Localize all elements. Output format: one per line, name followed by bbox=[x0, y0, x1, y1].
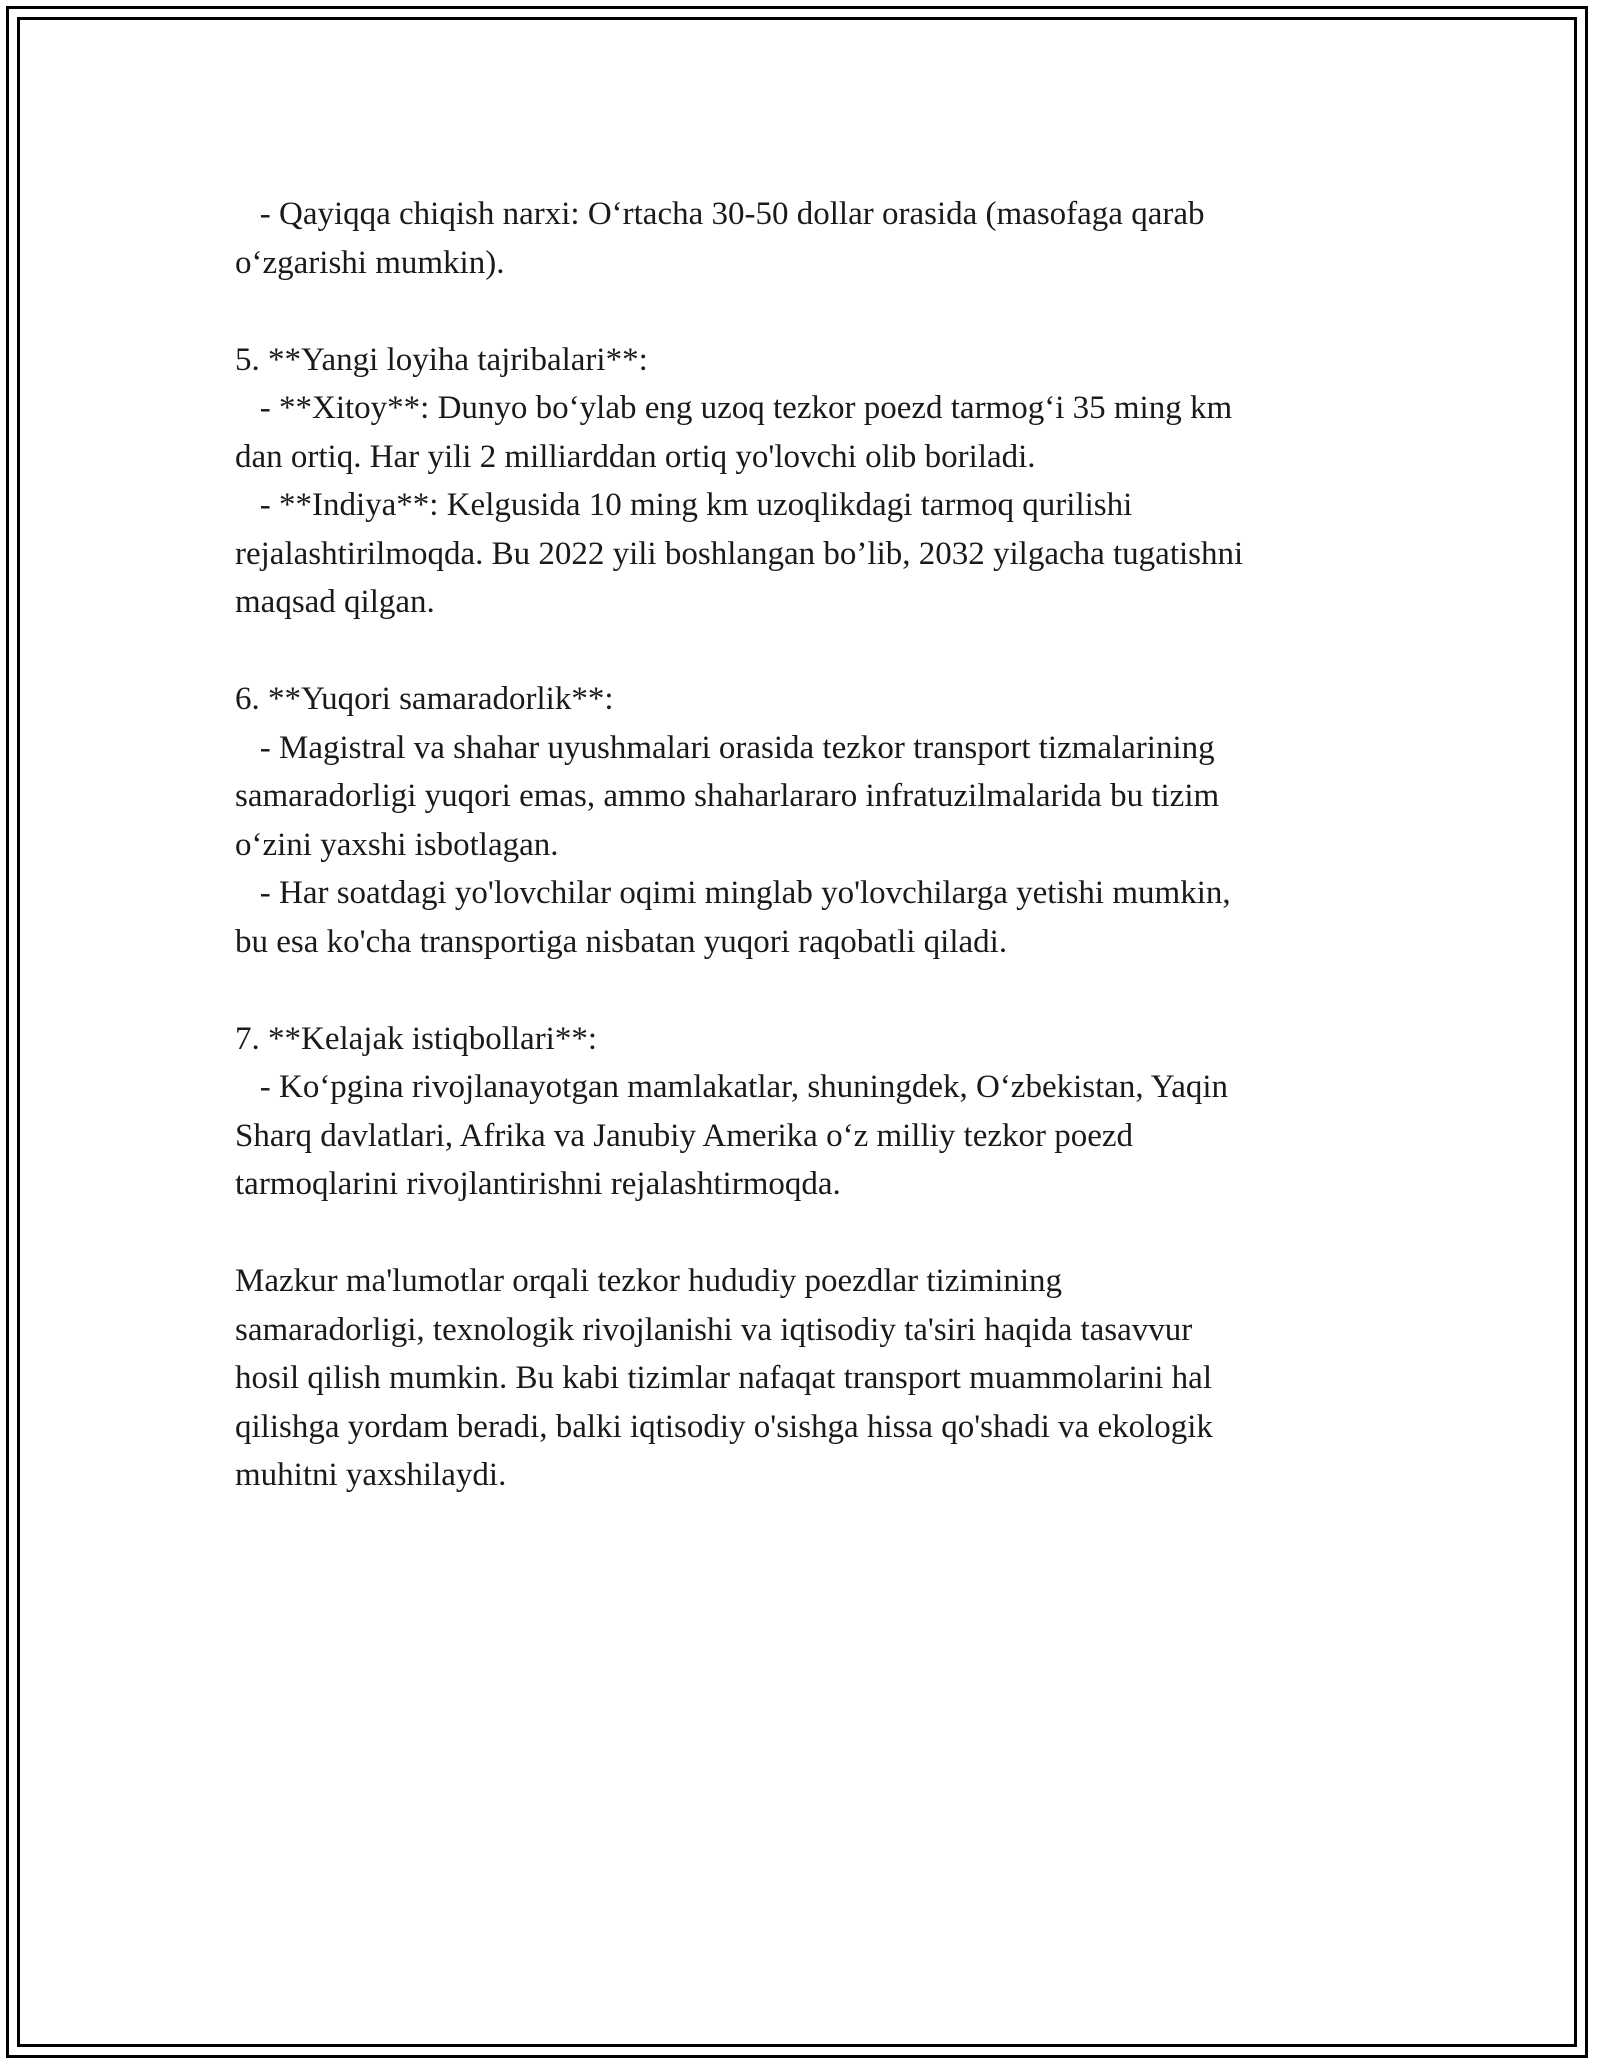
intro-bullet bbox=[235, 190, 1415, 287]
paragraph-gap bbox=[235, 627, 1415, 676]
conclusion-paragraph bbox=[235, 1257, 1415, 1500]
text-line: Mazkur ma'lumotlar orqali tezkor hududiy poezdlar tizimining bbox=[235, 1263, 1063, 1299]
bullet-item bbox=[235, 481, 1415, 627]
paragraph-gap bbox=[235, 1209, 1415, 1258]
section-6 bbox=[235, 675, 1415, 966]
text-line: dan ortiq. Har yili 2 milliarddan ortiq yo'lovchi olib boriladi. bbox=[235, 438, 1036, 475]
section-heading: 5. **Yangi loyiha tajribalari**: bbox=[235, 341, 648, 378]
bullet-item bbox=[235, 724, 1415, 870]
section-heading: 6. **Yuqori samaradorlik**: bbox=[235, 681, 614, 717]
text-line: qilishga yordam beradi, balki iqtisodiy o'sishga hissa qo'shadi va ekologik bbox=[235, 1408, 1213, 1445]
paragraph-gap bbox=[235, 287, 1415, 336]
section-heading: 7. **Kelajak istiqbollari**: bbox=[235, 1020, 598, 1057]
text-line: o‘zgarishi mumkin). bbox=[235, 244, 505, 281]
document-body bbox=[235, 190, 1415, 1500]
text-line: tarmoqlarini rivojlantirishni rejalashtirmoqda. bbox=[235, 1166, 841, 1202]
text-line: bu esa ko'cha transportiga nisbatan yuqori raqobatli qiladi. bbox=[235, 923, 1008, 960]
text-line: - Qayiqqa chiqish narxi: O‘rtacha 30-50 dollar orasida (masofaga qarab bbox=[235, 196, 1205, 232]
section-5 bbox=[235, 336, 1415, 627]
text-line: muhitni yaxshilaydi. bbox=[235, 1457, 507, 1493]
paragraph-gap bbox=[235, 966, 1415, 1015]
text-line: - Har soatdagi yo'lovchilar oqimi minglab yo'lovchilarga yetishi mumkin, bbox=[235, 875, 1231, 911]
text-line: o‘zini yaxshi isbotlagan. bbox=[235, 826, 559, 863]
bullet-item bbox=[235, 1063, 1415, 1209]
text-line: Sharq davlatlari, Afrika va Janubiy Amerika o‘z milliy tezkor poezd bbox=[235, 1117, 1134, 1154]
bullet-item bbox=[235, 869, 1415, 966]
text-line: hosil qilish mumkin. Bu kabi tizimlar nafaqat transport muammolarini hal bbox=[235, 1360, 1212, 1396]
text-line: samaradorligi, texnologik rivojlanishi va iqtisodiy ta'siri haqida tasavvur bbox=[235, 1311, 1193, 1348]
text-line: samaradorligi yuqori emas, ammo shaharlararo infratuzilmalarida bu tizim bbox=[235, 778, 1220, 814]
text-line: - **Indiya**: Kelgusida 10 ming km uzoqlikdagi tarmoq qurilishi bbox=[235, 487, 1133, 523]
text-line: maqsad qilgan. bbox=[235, 584, 435, 620]
section-7 bbox=[235, 1015, 1415, 1209]
text-line: - **Xitoy**: Dunyo bo‘ylab eng uzoq tezkor poezd tarmog‘i 35 ming km bbox=[235, 390, 1233, 426]
text-line: rejalashtirilmoqda. Bu 2022 yili boshlangan bo’lib, 2032 yilgacha tugatishni bbox=[235, 535, 1244, 572]
bullet-item bbox=[235, 384, 1415, 481]
text-line: - Ko‘pgina rivojlanayotgan mamlakatlar, shuningdek, O‘zbekistan, Yaqin bbox=[235, 1069, 1229, 1105]
text-line: - Magistral va shahar uyushmalari orasida tezkor transport tizmalarining bbox=[235, 729, 1215, 766]
